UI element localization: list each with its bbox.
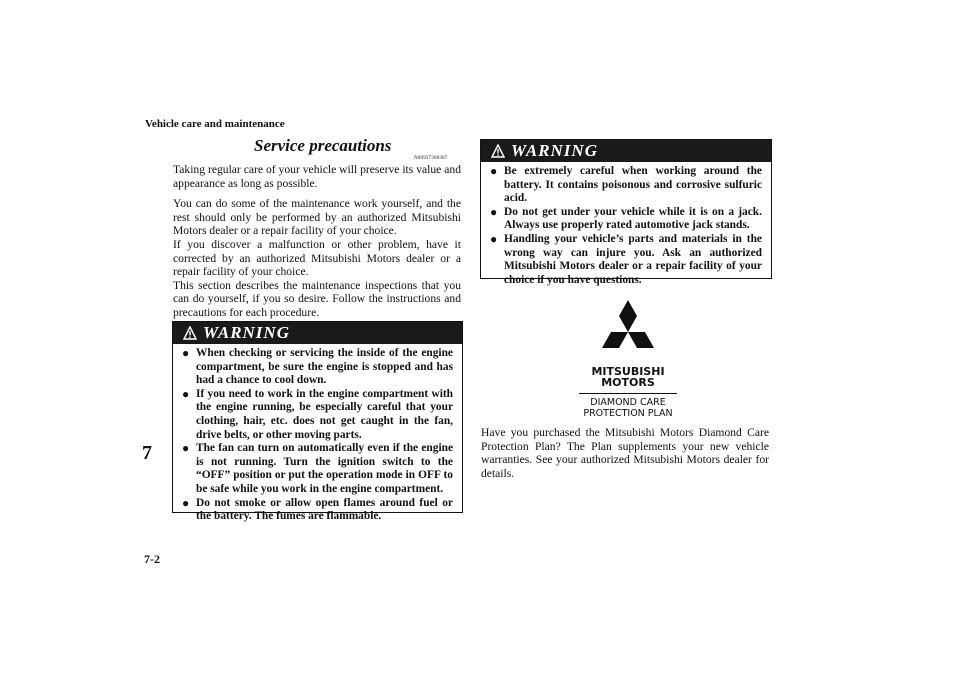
warning-box-left: [172, 321, 463, 523]
intro-paragraph: Taking regular care of your vehicle will preserve its value and appearance as long as possible.: [173, 163, 461, 190]
page-title: Service precautions: [254, 136, 392, 155]
warning-box-right: [480, 139, 772, 286]
warning-body: [173, 344, 462, 530]
warning-item: ● The fan can turn on automatically even if the engine is not running. Turn the ignition switch to the “OFF” position or put the operation mode in OFF to be safe while you work in the engine compartment.: [182, 441, 453, 495]
bullet-icon: ●: [490, 164, 498, 178]
intro-paragraph: This section describes the maintenance inspections that you can do yourself, if you so desire. Follow the instructions and precautions for each procedure.: [173, 278, 461, 319]
chapter-tab: 7: [142, 442, 152, 464]
warning-item: ● If you need to work in the engine compartment with the engine running, be especially careful that your clothing, hair, etc. does not get caught in the fan, drive belts, or other moving parts.: [182, 386, 453, 441]
warning-item: ● Do not get under your vehicle while it is on a jack. Always use properly rated automotive jack stands.: [490, 204, 762, 232]
section-code: N00937300387: [414, 156, 448, 161]
warning-triangle-icon: [491, 144, 505, 158]
plan-description: Have you purchased the Mitsubishi Motors Diamond Care Protection Plan? The Plan supplements your new vehicle warranties. See your authorized Mitsubishi Motors dealer for details.: [481, 426, 769, 480]
warning-item: ● Be extremely careful when working around the battery. It contains poisonous and corrosive sulfuric acid.: [490, 164, 762, 205]
intro-text: [173, 163, 461, 320]
section-header: Vehicle care and maintenance: [145, 118, 285, 130]
brand-line: MITSUBISHI: [591, 365, 665, 378]
warning-triangle-icon: [183, 326, 197, 340]
brand-line: MOTORS: [601, 376, 655, 389]
three-diamonds-logo-icon: [578, 298, 678, 360]
bullet-icon: ●: [182, 495, 190, 510]
plan-line: DIAMOND CARE: [590, 397, 666, 408]
bullet-icon: ●: [182, 386, 190, 401]
intro-paragraph: You can do some of the maintenance work yourself, and the rest should only be performed by an authorized Mitsubishi Motors dealer or a repair facility of your choice.: [173, 197, 461, 238]
warning-item: ● Handling your vehicle’s parts and materials in the wrong way can injure you. Ask an authorized Mitsubishi Motors dealer or a repair facility of your choice if you have questions.: [490, 231, 762, 286]
bullet-icon: ●: [182, 346, 190, 360]
warning-header: [481, 140, 771, 162]
bullet-icon: ●: [490, 204, 498, 219]
diamond-care-logo: [578, 298, 678, 419]
warning-header: [173, 322, 462, 344]
warning-item: ● Do not smoke or allow open flames around fuel or the battery. The fumes are flammable.: [182, 495, 453, 523]
plan-line: PROTECTION PLAN: [583, 408, 673, 419]
warning-body: [481, 162, 771, 293]
bullet-icon: ●: [490, 231, 498, 246]
warning-label: WARNING: [511, 141, 598, 160]
warning-item: ● When checking or servicing the inside of the engine compartment, be sure the engine is stopped and has had a chance to cool down.: [182, 346, 453, 387]
intro-paragraph: If you discover a malfunction or other problem, have it corrected by an authorized Mitsubishi Motors dealer or a repair facility of your choice.: [173, 237, 461, 279]
warning-label: WARNING: [203, 323, 290, 342]
bullet-icon: ●: [182, 441, 190, 456]
logo-divider: [579, 393, 677, 394]
page-number: 7-2: [144, 552, 160, 566]
